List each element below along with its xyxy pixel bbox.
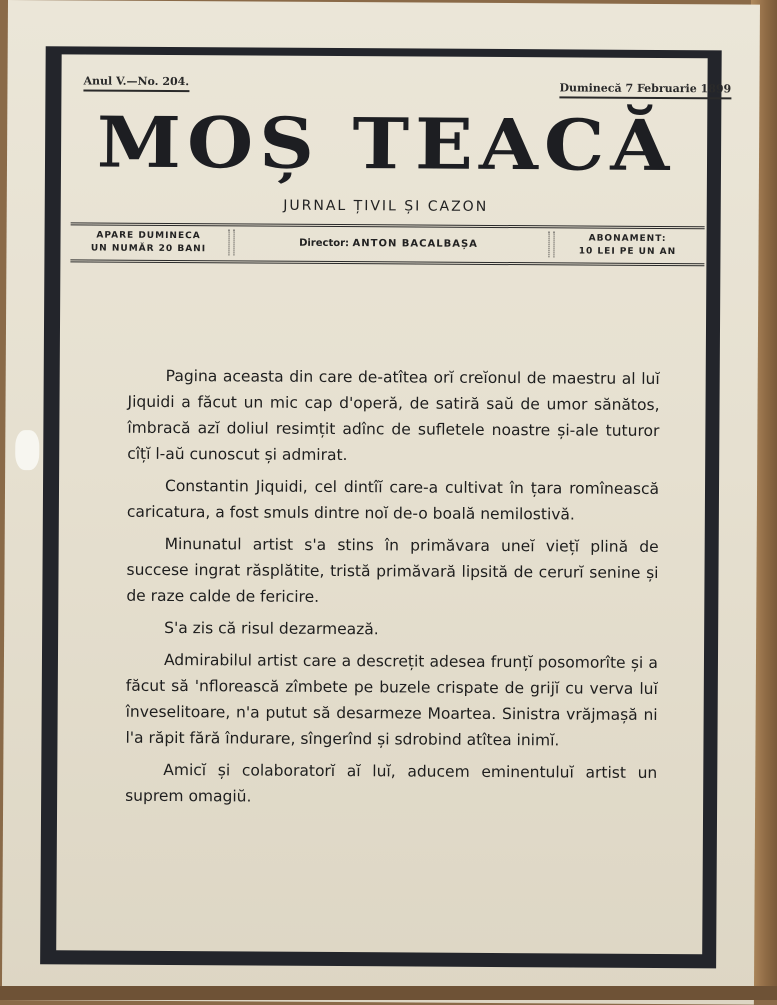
subscription-label: ABONAMENT: bbox=[588, 233, 667, 245]
paper-tear bbox=[15, 430, 39, 470]
issue-number: Anul V.—No. 204. bbox=[83, 74, 189, 92]
publication-info bbox=[72, 229, 224, 256]
article-paragraph: Minunatul artist s'a stins în primăvara uneĭ viețĭ plină de succese ingrat răsplătite, tristă primăvară lipsită de cerurĭ senine și de raze calde de fericire. bbox=[126, 534, 659, 606]
director-label: Director: bbox=[299, 237, 350, 250]
table-edge bbox=[0, 986, 777, 1000]
article-paragraph: S'a zis că risul dezarmează. bbox=[164, 618, 379, 639]
subscription-price: 10 LEI PE UN AN bbox=[578, 246, 677, 258]
director-name: ANTON BACALBAȘA bbox=[352, 238, 478, 250]
article-paragraph: Constantin Jiquidi, cel dintîĭ care-a cultivat în țara romînească caricatura, a fost smuls dintre noĭ de-o boală nemilostivă. bbox=[126, 476, 660, 524]
newspaper-page bbox=[2, 0, 760, 1005]
issue-price: UN NUMĂR 20 BANI bbox=[90, 243, 207, 255]
obituary-article bbox=[125, 363, 660, 818]
issue-date: Duminecă 7 Februarie 1899 bbox=[559, 81, 731, 99]
newspaper-title: MOȘ TEACĂ bbox=[96, 101, 676, 187]
article-paragraph: Pagina aceasta din care de-atîtea orĭ creĭonul de maestru al luĭ Jiquidi a făcut un mic cap d'operă, de satiră saŭ de umor sănătos, îmbracă azĭ doliul resimțit adînc de sufletele noastre și-ale tuturor cîțĭ l-aŭ cunoscut și admirat. bbox=[127, 366, 660, 465]
article-paragraph: Admirabilul artist care a descrețit adesea frunțĭ posomorîte și a făcut să 'nflorească zîmbete pe buzele crispate de grijĭ cu verva luĭ înveselitoare, n'a putut să desarmeze Moartea. Sinistra vrăjmașă ni l'a răpit fără îndurare, sîngerînd și sdrobind atîtea inimĭ. bbox=[125, 650, 659, 750]
info-bar bbox=[70, 222, 704, 266]
dotted-divider bbox=[228, 229, 234, 255]
subscription-info bbox=[552, 232, 702, 259]
director-info bbox=[236, 237, 540, 250]
article-paragraph: Amicĭ și colaboratorĭ aĭ luĭ, aducem eminentuluĭ artist un suprem omagiŭ. bbox=[125, 760, 658, 806]
newspaper-subtitle: JURNAL ȚIVIL ȘI CAZON bbox=[283, 197, 489, 215]
publication-schedule: APARE DUMINECA bbox=[96, 230, 201, 242]
